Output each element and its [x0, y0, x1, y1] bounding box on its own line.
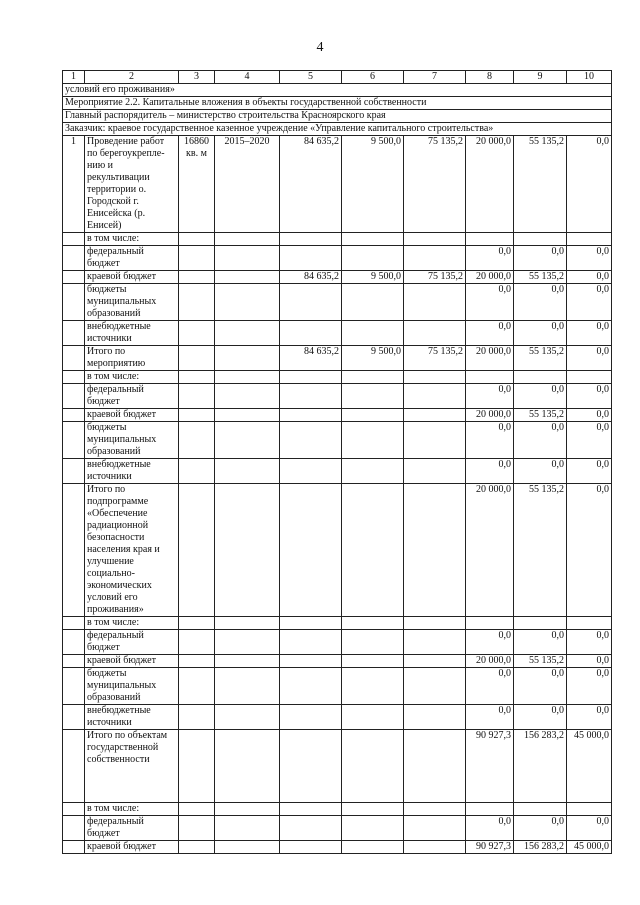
table-cell — [215, 484, 280, 617]
table-cell — [466, 233, 514, 246]
table-cell — [404, 841, 466, 854]
table-cell — [63, 617, 85, 630]
header-cell: 4 — [215, 71, 280, 84]
table-cell — [280, 233, 342, 246]
table-cell: 9 500,0 — [342, 136, 404, 233]
table-cell: 0,0 — [567, 284, 612, 321]
table-cell — [63, 841, 85, 854]
table-cell: 75 135,2 — [404, 346, 466, 371]
table-cell — [179, 617, 215, 630]
table-cell: 20 000,0 — [466, 271, 514, 284]
row-label-cell: бюджеты муниципальных образований — [85, 284, 179, 321]
table-cell — [280, 730, 342, 803]
table-cell — [215, 705, 280, 730]
table-cell: 0,0 — [466, 816, 514, 841]
table-cell — [466, 617, 514, 630]
table-cell: 0,0 — [567, 384, 612, 409]
table-cell: 0,0 — [514, 384, 567, 409]
table-cell — [342, 384, 404, 409]
row-label-cell: бюджеты муниципальных образований — [85, 668, 179, 705]
table-cell — [215, 409, 280, 422]
table-cell — [179, 705, 215, 730]
budget-table — [62, 70, 612, 854]
table-cell — [342, 630, 404, 655]
table-row — [63, 233, 612, 246]
table-cell — [215, 655, 280, 668]
row-label-cell: федеральный бюджет — [85, 630, 179, 655]
table-cell: 0,0 — [567, 705, 612, 730]
table-cell — [215, 617, 280, 630]
table-cell — [179, 730, 215, 803]
table-cell — [215, 284, 280, 321]
row-label-cell: краевой бюджет — [85, 271, 179, 284]
table-cell: 90 927,3 — [466, 841, 514, 854]
section-row — [63, 110, 612, 123]
table-cell: 0,0 — [514, 705, 567, 730]
table-cell — [63, 371, 85, 384]
table-cell: 55 135,2 — [514, 136, 567, 233]
table-cell — [179, 409, 215, 422]
table-cell — [63, 233, 85, 246]
table-cell: 0,0 — [567, 655, 612, 668]
table-cell — [179, 321, 215, 346]
table-cell: 0,0 — [567, 321, 612, 346]
table-cell — [280, 655, 342, 668]
table-cell — [63, 803, 85, 816]
table-cell: 20 000,0 — [466, 409, 514, 422]
table-cell: 20 000,0 — [466, 655, 514, 668]
table-row — [63, 816, 612, 841]
table-cell — [404, 705, 466, 730]
section-row — [63, 97, 612, 110]
table-cell — [179, 246, 215, 271]
table-cell — [215, 630, 280, 655]
table-cell — [179, 484, 215, 617]
table-cell — [63, 346, 85, 371]
table-cell: 55 135,2 — [514, 655, 567, 668]
row-label-cell: внебюджетные источники — [85, 459, 179, 484]
table-cell: 0,0 — [567, 816, 612, 841]
row-label-cell: федеральный бюджет — [85, 246, 179, 271]
table-cell — [466, 371, 514, 384]
table-row — [63, 271, 612, 284]
table-cell: 0,0 — [466, 422, 514, 459]
row-label-cell: краевой бюджет — [85, 655, 179, 668]
table-cell — [179, 803, 215, 816]
table-cell — [179, 346, 215, 371]
table-cell — [215, 371, 280, 384]
row-label-cell: краевой бюджет — [85, 409, 179, 422]
header-cell: 10 — [567, 71, 612, 84]
header-cell: 9 — [514, 71, 567, 84]
table-row — [63, 668, 612, 705]
table-row — [63, 409, 612, 422]
table-cell — [567, 371, 612, 384]
table-cell: 0,0 — [567, 409, 612, 422]
table-cell — [280, 816, 342, 841]
table-cell: 0,0 — [466, 384, 514, 409]
table-cell — [514, 803, 567, 816]
table-cell — [179, 371, 215, 384]
table-cell — [280, 705, 342, 730]
table-cell — [215, 233, 280, 246]
table-row — [63, 284, 612, 321]
table-cell — [342, 409, 404, 422]
table-cell: 0,0 — [567, 668, 612, 705]
table-cell: 45 000,0 — [567, 841, 612, 854]
table-cell — [215, 271, 280, 284]
table-cell — [404, 655, 466, 668]
table-cell — [342, 459, 404, 484]
table-cell — [63, 705, 85, 730]
table-cell — [404, 409, 466, 422]
table-cell — [63, 409, 85, 422]
table-cell — [342, 246, 404, 271]
header-cell: 8 — [466, 71, 514, 84]
table-cell: 0,0 — [567, 246, 612, 271]
table-cell — [179, 816, 215, 841]
table-cell — [179, 233, 215, 246]
table-cell — [63, 630, 85, 655]
table-cell — [63, 730, 85, 803]
row-label-cell: бюджеты муниципальных образований — [85, 422, 179, 459]
table-cell — [342, 841, 404, 854]
table-cell — [404, 730, 466, 803]
table-cell: 9 500,0 — [342, 271, 404, 284]
table-cell — [342, 371, 404, 384]
table-cell — [63, 668, 85, 705]
section-text: Заказчик: краевое государственное казенное учреждение «Управление капитального строительства» — [63, 123, 612, 136]
row-label-cell: Итого по подпрограмме «Обеспечение радиационной безопасности населения края и улучшение социально-экономических условий его проживания» — [85, 484, 179, 617]
table-cell — [63, 484, 85, 617]
table-cell — [342, 668, 404, 705]
table-cell: 0,0 — [567, 459, 612, 484]
table-cell: 0,0 — [466, 321, 514, 346]
table-row — [63, 730, 612, 803]
table-cell: 20 000,0 — [466, 136, 514, 233]
table-cell — [280, 668, 342, 705]
table-cell — [63, 246, 85, 271]
table-cell: 20 000,0 — [466, 346, 514, 371]
page-number: 4 — [316, 40, 324, 55]
table-cell — [280, 459, 342, 484]
table-row — [63, 384, 612, 409]
table-cell — [342, 730, 404, 803]
table-row — [63, 321, 612, 346]
table-cell: 0,0 — [466, 284, 514, 321]
table-cell: 84 635,2 — [280, 136, 342, 233]
table-row — [63, 136, 612, 233]
table-cell — [215, 321, 280, 346]
table-cell — [404, 233, 466, 246]
table-cell — [280, 284, 342, 321]
table-row — [63, 803, 612, 816]
table-cell — [280, 841, 342, 854]
table-cell: 0,0 — [567, 136, 612, 233]
table-cell — [567, 617, 612, 630]
table-cell — [404, 371, 466, 384]
table-cell — [179, 668, 215, 705]
table-cell — [280, 803, 342, 816]
table-row — [63, 459, 612, 484]
section-row — [63, 84, 612, 97]
table-cell: 2015–2020 — [215, 136, 280, 233]
table-cell — [179, 841, 215, 854]
table-row — [63, 422, 612, 459]
table-cell — [215, 384, 280, 409]
row-label-cell: Проведение работ по берегоукрепле-нию и рекультивации территории о. Городской г. Енисейска (р. Енисей) — [85, 136, 179, 233]
table-cell — [342, 705, 404, 730]
table-cell — [342, 655, 404, 668]
header-cell: 2 — [85, 71, 179, 84]
table-cell — [63, 384, 85, 409]
table-cell — [404, 422, 466, 459]
row-label-cell: внебюджетные источники — [85, 321, 179, 346]
table-cell — [280, 617, 342, 630]
table-cell — [215, 422, 280, 459]
table-cell: 0,0 — [514, 668, 567, 705]
table-cell: 156 283,2 — [514, 841, 567, 854]
table-cell: 0,0 — [466, 459, 514, 484]
table-cell — [63, 271, 85, 284]
header-cell: 6 — [342, 71, 404, 84]
table-cell — [342, 321, 404, 346]
table-cell: 0,0 — [567, 271, 612, 284]
table-cell: 16860 кв. м — [179, 136, 215, 233]
table-cell: 1 — [63, 136, 85, 233]
table-cell — [280, 630, 342, 655]
table-cell — [280, 371, 342, 384]
table-cell — [215, 841, 280, 854]
table-cell: 84 635,2 — [280, 346, 342, 371]
table-cell — [179, 422, 215, 459]
table-row — [63, 371, 612, 384]
table-cell — [404, 384, 466, 409]
row-label-cell: в том числе: — [85, 803, 179, 816]
table-cell — [514, 617, 567, 630]
table-row — [63, 841, 612, 854]
section-text: Мероприятие 2.2. Капитальные вложения в объекты государственной собственности — [63, 97, 612, 110]
table-cell — [179, 384, 215, 409]
row-label-cell: Итого по объектам государственной собственности — [85, 730, 179, 803]
table-row — [63, 346, 612, 371]
table-cell: 0,0 — [514, 630, 567, 655]
table-cell: 0,0 — [514, 246, 567, 271]
row-label-cell: федеральный бюджет — [85, 816, 179, 841]
section-text: условий его проживания» — [63, 84, 612, 97]
table-row — [63, 246, 612, 271]
table-cell: 0,0 — [567, 484, 612, 617]
table-cell: 0,0 — [466, 668, 514, 705]
table-cell — [404, 816, 466, 841]
table-cell — [342, 284, 404, 321]
table-cell: 55 135,2 — [514, 346, 567, 371]
table-cell — [280, 409, 342, 422]
table-cell — [567, 803, 612, 816]
table-row — [63, 484, 612, 617]
table-cell — [404, 617, 466, 630]
table-row — [63, 705, 612, 730]
table-cell — [179, 284, 215, 321]
row-label-cell: федеральный бюджет — [85, 384, 179, 409]
column-number-row — [63, 71, 612, 84]
table-cell — [404, 246, 466, 271]
table-cell: 75 135,2 — [404, 271, 466, 284]
table-cell: 0,0 — [567, 422, 612, 459]
table-cell — [63, 655, 85, 668]
table-cell — [179, 655, 215, 668]
table-cell — [280, 484, 342, 617]
table-cell — [215, 246, 280, 271]
table-cell: 45 000,0 — [567, 730, 612, 803]
table-cell — [63, 816, 85, 841]
table-cell — [404, 484, 466, 617]
table-row — [63, 630, 612, 655]
table-cell — [342, 422, 404, 459]
table-cell: 0,0 — [567, 630, 612, 655]
table-cell — [342, 484, 404, 617]
table-cell: 0,0 — [514, 422, 567, 459]
table-cell — [63, 459, 85, 484]
table-cell: 0,0 — [567, 346, 612, 371]
table-cell: 0,0 — [466, 630, 514, 655]
table-cell — [63, 284, 85, 321]
table-cell: 75 135,2 — [404, 136, 466, 233]
table-cell — [404, 668, 466, 705]
table-cell: 156 283,2 — [514, 730, 567, 803]
table-cell — [404, 459, 466, 484]
table-cell — [514, 233, 567, 246]
table-cell: 84 635,2 — [280, 271, 342, 284]
table-cell: 9 500,0 — [342, 346, 404, 371]
table-cell — [567, 233, 612, 246]
table-cell — [342, 803, 404, 816]
table-cell — [280, 321, 342, 346]
row-label-cell: в том числе: — [85, 371, 179, 384]
table-cell: 55 135,2 — [514, 484, 567, 617]
table-cell — [215, 816, 280, 841]
table-cell — [63, 321, 85, 346]
table-cell — [179, 459, 215, 484]
table-cell — [342, 233, 404, 246]
table-cell — [280, 246, 342, 271]
table-row — [63, 617, 612, 630]
header-cell: 5 — [280, 71, 342, 84]
row-label-cell: в том числе: — [85, 233, 179, 246]
table-cell: 0,0 — [514, 284, 567, 321]
table-cell — [514, 371, 567, 384]
table-cell — [404, 803, 466, 816]
header-cell: 1 — [63, 71, 85, 84]
table-cell — [215, 346, 280, 371]
table-cell — [404, 630, 466, 655]
table-cell: 0,0 — [466, 246, 514, 271]
table-cell — [215, 730, 280, 803]
table-cell — [404, 321, 466, 346]
table-cell: 0,0 — [514, 816, 567, 841]
table-cell — [215, 803, 280, 816]
table-cell — [342, 617, 404, 630]
section-text: Главный распорядитель – министерство строительства Красноярского края — [63, 110, 612, 123]
table-cell: 0,0 — [514, 321, 567, 346]
header-cell: 3 — [179, 71, 215, 84]
table-cell — [215, 459, 280, 484]
table-cell: 0,0 — [466, 705, 514, 730]
section-row — [63, 123, 612, 136]
table-cell — [215, 668, 280, 705]
table-cell: 90 927,3 — [466, 730, 514, 803]
row-label-cell: краевой бюджет — [85, 841, 179, 854]
row-label-cell: внебюджетные источники — [85, 705, 179, 730]
header-cell: 7 — [404, 71, 466, 84]
table-cell — [280, 422, 342, 459]
row-label-cell: в том числе: — [85, 617, 179, 630]
table-cell — [404, 284, 466, 321]
table-cell — [342, 816, 404, 841]
table-cell: 55 135,2 — [514, 409, 567, 422]
table-cell — [63, 422, 85, 459]
row-label-cell: Итого по мероприятию — [85, 346, 179, 371]
table-row — [63, 655, 612, 668]
table-cell — [280, 384, 342, 409]
table-cell: 20 000,0 — [466, 484, 514, 617]
table-cell: 55 135,2 — [514, 271, 567, 284]
table-cell: 0,0 — [514, 459, 567, 484]
table-cell — [179, 271, 215, 284]
table-cell — [179, 630, 215, 655]
table-cell — [466, 803, 514, 816]
